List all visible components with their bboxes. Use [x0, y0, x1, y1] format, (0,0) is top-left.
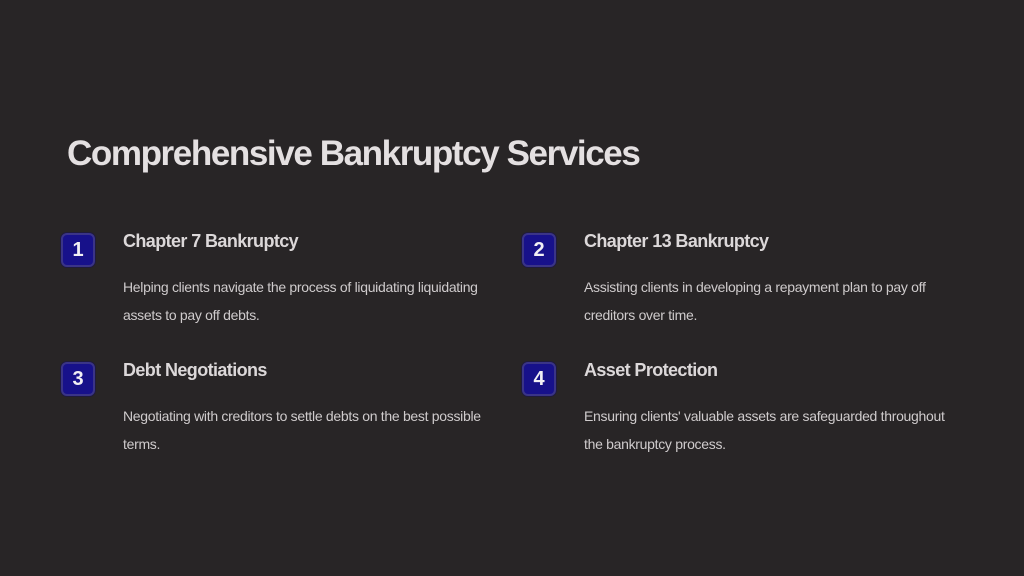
service-title: Debt Negotiations — [123, 360, 267, 380]
number-badge: 2 — [522, 233, 556, 267]
service-description: Ensuring clients' valuable assets are safeguarded throughout the bankruptcy process. — [584, 408, 945, 452]
service-description: Helping clients navigate the process of liquidating liquidating assets to pay off debts. — [123, 279, 478, 323]
service-title: Chapter 7 Bankruptcy — [123, 231, 299, 251]
service-description: Negotiating with creditors to settle debts on the best possible terms. — [123, 408, 481, 452]
service-description: Assisting clients in developing a repayment plan to pay off creditors over time. — [584, 279, 926, 323]
number-badge: 1 — [61, 233, 95, 267]
service-title: Asset Protection — [584, 360, 718, 380]
slide-title: Comprehensive Bankruptcy Services — [67, 134, 640, 173]
number-badge: 3 — [61, 362, 95, 396]
number-badge: 4 — [522, 362, 556, 396]
service-title: Chapter 13 Bankruptcy — [584, 231, 769, 251]
